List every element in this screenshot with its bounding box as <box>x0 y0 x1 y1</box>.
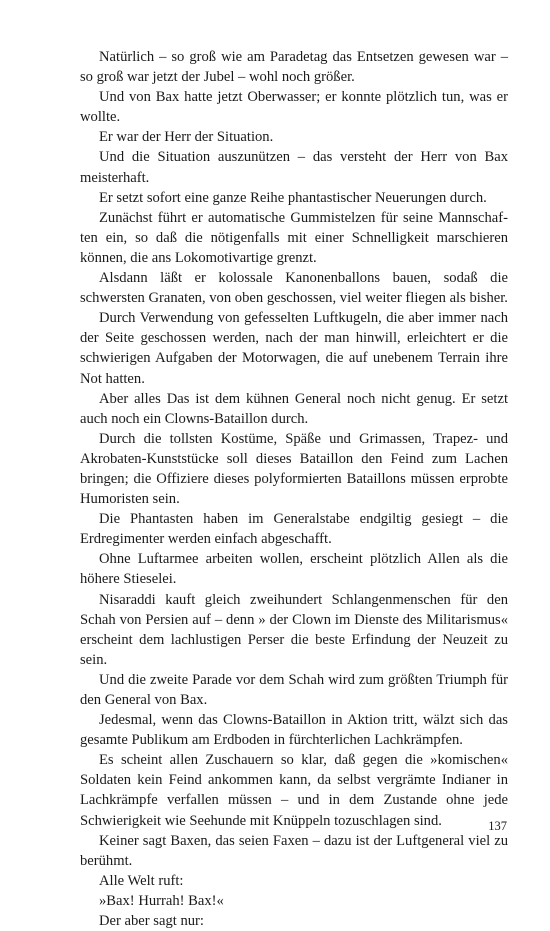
paragraph: Durch Verwendung von gefesselten Luftkugeln, die aber immer nach der Seite geschossen werden, nach der man hinwill, erleichtert er die schwierigen Aufgaben der Motorwagen, die auf unebenem Terrain ihre Not hatten. <box>80 310 508 387</box>
paragraph: Ohne Luftarmee arbeiten wollen, erscheint plötzlich Allen als die höhere Stieselei. <box>80 551 508 588</box>
paragraph: Nisaraddi kauft gleich zweihundert Schlangenmenschen für den Schah von Persien auf – denn » der Clown im Dienste des Militarismus« erscheint dem lachlustigen Perser die beste Erfindung der Neuzeit zu sein. <box>80 591 508 668</box>
paragraph: Durch die tollsten Kostüme, Späße und Grimassen, Trapez- und Akrobaten-Kunststücke soll dieses Bataillon den Feind zum Lachen bringen; die Offiziere dieses polyformierten Bataillons müssen erprobte Humoristen sein. <box>80 430 508 508</box>
page-number: 137 <box>488 819 507 833</box>
paragraph: Und von Bax hatte jetzt Oberwasser; er konnte plötzlich tun, was er wollte. <box>80 89 508 126</box>
paragraph: Keiner sagt Baxen, das seien Faxen – dazu ist der Luftgeneral viel zu berühmt. <box>80 832 508 869</box>
paragraph: Alle Welt ruft: <box>99 872 184 889</box>
paragraph: Und die Situation auszunützen – das versteht der Herr von Bax meisterhaft. <box>80 149 508 186</box>
paragraph: Er war der Herr der Situation. <box>99 129 274 146</box>
paragraph: Der aber sagt nur: <box>99 913 204 930</box>
paragraph: Und die zweite Parade vor dem Schah wird zum größten Triumph für den General von Bax. <box>80 671 508 708</box>
paragraph: Aber alles Das ist dem kühnen General noch nicht genug. Er setzt auch noch ein Clowns-Bataillon durch. <box>80 390 508 427</box>
paragraph: Die Phantasten haben im Generalstabe endgiltig gesiegt – die Erdregimenter werden einfach abgeschafft. <box>80 511 508 548</box>
paragraph: Jedesmal, wenn das Clowns-Bataillon in Aktion tritt, wälzt sich das gesamte Publikum am Erdboden in fürchterlichen Lachkrämpfen. <box>80 712 508 749</box>
paragraph: Natürlich – so groß wie am Paradetag das Entsetzen gewesen war – so groß war jetzt der Jubel – wohl noch größer. <box>80 49 508 86</box>
paragraph: »Bax! Hurrah! Bax!« <box>99 892 224 909</box>
paragraph: Zunächst führt er automatische Gummistelzen für seine Mannschaften ein, so daß die nötigenfalls mit einer Schnelligkeit marschieren können, die ans Lokomotivartige grenzt. <box>80 209 508 266</box>
paragraph: Er setzt sofort eine ganze Reihe phantastischer Neuerungen durch. <box>99 189 487 206</box>
paragraph: Alsdann läßt er kolossale Kanonenballons bauen, sodaß die schwersten Granaten, von oben geschossen, viel weiter fliegen als bisher. <box>80 270 508 307</box>
paragraph: Es scheint allen Zuschauern so klar, daß gegen die »komischen« Soldaten kein Feind ankommen kann, da selbst vergrämte Indianer in Lachkrämpfe verfallen müssen – und in dem Zustande ohne jede Schwierigkeit wie Seehunde mit Knüppeln tozuschlagen sind. <box>80 752 508 829</box>
body-text <box>80 47 508 931</box>
